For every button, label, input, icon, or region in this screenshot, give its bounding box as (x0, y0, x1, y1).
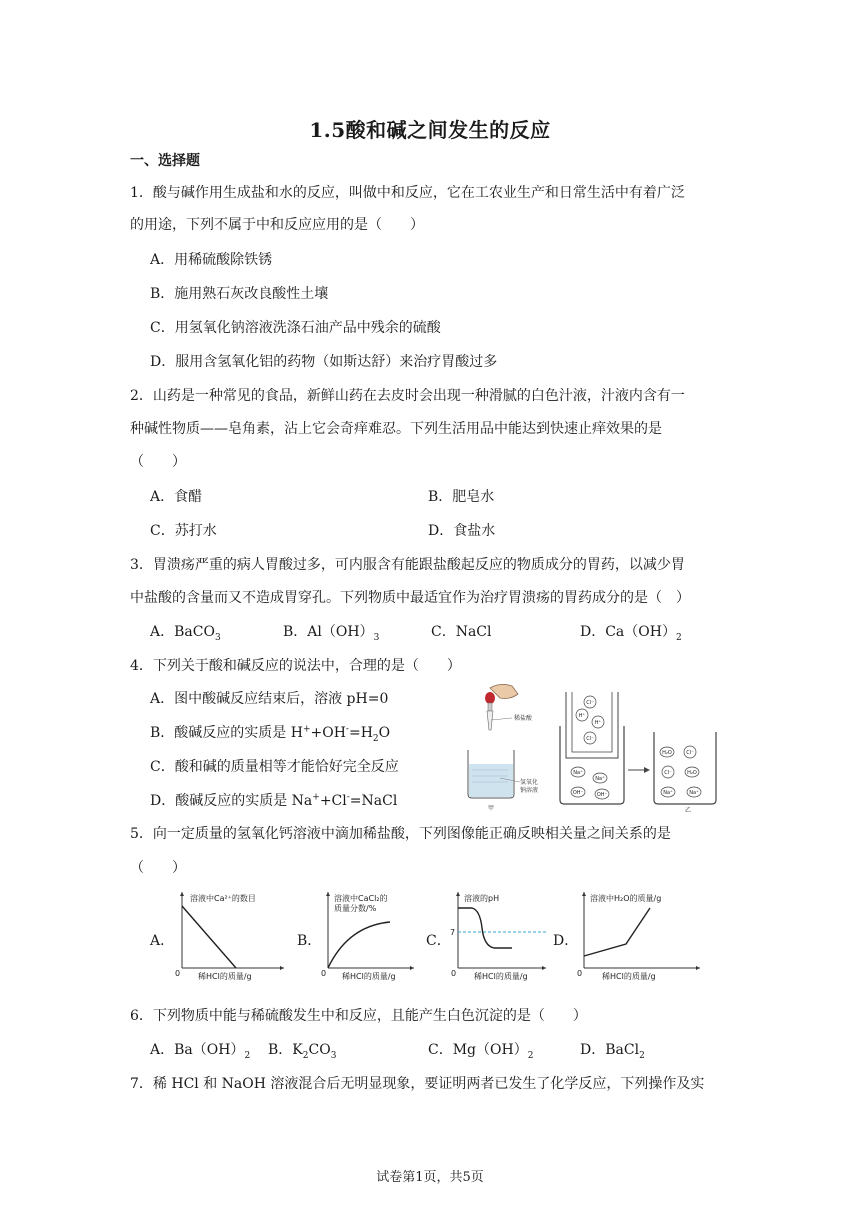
beaker-label-2: 钠溶液 (520, 787, 539, 794)
graph-d-ylabel: 溶液中H₂O的质量/g (590, 894, 662, 903)
ion-h2o-2: H₂O (687, 770, 697, 776)
ion-cl-2: Cl⁻ (586, 736, 594, 742)
graph-c-tick-7: 7 (450, 928, 456, 937)
ion-na-3: Na⁺ (663, 790, 673, 796)
q2-option-b: B．肥皂水 (428, 489, 495, 505)
ion-h2o-1: H₂O (662, 750, 672, 756)
graph-c-origin: 0 (451, 969, 457, 978)
q2-option-c: C．苏打水 (150, 523, 217, 539)
q3-option-b: B．$Al(OH)_3$ (283, 624, 380, 643)
graph-b-curve (328, 922, 390, 968)
ion-oh-2: OH⁻ (596, 792, 608, 798)
graph-c-ylabel: 溶液的pH (464, 894, 500, 903)
graph-b-origin: 0 (321, 969, 327, 978)
q7-stem-line1: 7．稀 HCl 和 NaOH 溶液混合后无明显现象，要证明两者已发生了化学反应，下列操作及实 (130, 1076, 705, 1092)
q2-option-a: A．食醋 (150, 489, 203, 505)
ion-na-4: Na⁺ (689, 790, 699, 796)
q6-option-a: A．$Ba(OH)_2$ (150, 1042, 251, 1061)
q5-stem-line1: 5．向一定质量的氢氧化钙溶液中滴加稀盐酸，下列图像能正确反映相关量之间关系的是 (130, 826, 671, 842)
q5-graph-a (172, 888, 288, 982)
q6-stem-line1: 6．下列物质中能与稀硫酸发生中和反应，且能产生白色沉淀的是（ ） (130, 1008, 587, 1024)
ion-na-2: Na⁺ (595, 776, 605, 782)
graph-a-line (182, 906, 236, 968)
section-heading: 一、选择题 (130, 153, 200, 169)
q4-option-b: B．酸碱反应的实质是 $H^++OH^-=H_2O$ (150, 724, 391, 744)
graph-d-xlabel: 稀HCl的质量/g (602, 972, 656, 981)
q5-stem-line2: （ ） (130, 860, 186, 876)
q5-option-d-label: D． (553, 933, 579, 949)
q3-option-c: C．NaCl (431, 624, 492, 640)
graph-a-origin: 0 (175, 969, 181, 978)
ion-oh-1: OH⁻ (572, 790, 584, 796)
ion-cl-4: Cl⁻ (664, 770, 672, 776)
figure-label-jia: 甲 (488, 805, 495, 812)
q4-figure (460, 682, 730, 814)
q2-stem-line1: 2．山药是一种常见的食品，新鲜山药在去皮时会出现一种滑腻的白色汁液，汁液内含有一 (130, 388, 685, 404)
graph-c-xlabel: 稀HCl的质量/g (474, 972, 528, 981)
figure-label-yi: 乙 (685, 807, 692, 814)
q6-option-b: B．$K_2CO_3$ (268, 1042, 337, 1061)
q6-option-c: C．$Mg(OH)_2$ (428, 1042, 534, 1061)
q4-option-d: D．酸碱反应的实质是 Na++Cl-=NaCl (150, 792, 398, 809)
graph-b-xlabel: 稀HCl的质量/g (342, 972, 396, 981)
q5-graph-d (574, 888, 704, 982)
q4-stem-line1: 4．下列关于酸和碱反应的说法中，合理的是（ ） (130, 658, 461, 674)
ion-cl-1: Cl⁻ (586, 700, 594, 706)
q1-stem-line1: 1．酸与碱作用生成盐和水的反应，叫做中和反应，它在工农业生产和日常生活中有着广泛 (130, 185, 685, 201)
ion-container-left (560, 692, 624, 804)
q5-option-b-label: B． (297, 933, 322, 949)
q2-option-d: D．食盐水 (428, 523, 496, 539)
page-footer: 试卷第1页，共5页 (376, 1170, 484, 1185)
q1-option-d: D．服用含氢氧化铝的药物（如斯达舒）来治疗胃酸过多 (150, 354, 498, 370)
dropper-label: 稀盐酸 (514, 715, 533, 722)
q5-graph-c (446, 888, 550, 982)
q1-stem-line2: 的用途，下列不属于中和反应应用的是（ ） (130, 217, 424, 233)
graph-b-ylabel-1: 溶液中CaCl₂的 (334, 894, 388, 903)
q1-option-b: B．施用熟石灰改良酸性土壤 (150, 286, 329, 302)
q4-option-a: A．图中酸碱反应结束后，溶液 pH=0 (150, 691, 389, 707)
q2-stem-line2: 种碱性物质——皂角素，沾上它会奇痒难忍。下列生活用品中能达到快速止痒效果的是 (130, 421, 662, 437)
arrow-right-icon (628, 767, 650, 773)
ion-cl-3: Cl⁻ (686, 750, 694, 756)
graph-a-xlabel: 稀HCl的质量/g (198, 972, 252, 981)
page-title: 1.5酸和碱之间发生的反应 (309, 118, 551, 142)
graph-b-ylabel-2: 质量分数/% (334, 904, 377, 913)
ion-h-2: H⁺ (594, 720, 602, 726)
graph-d-line (584, 908, 650, 956)
q3-stem-line2: 中盐酸的含量而又不造成胃穿孔。下列物质中最适宜作为治疗胃溃疡的胃药成分的是（ ） (130, 590, 690, 606)
q1-option-a: A．用稀硫酸除铁锈 (150, 252, 273, 268)
q5-option-a-label: A． (150, 933, 175, 949)
q3-option-a: A．BaCO$_3$ (150, 624, 221, 643)
q1-option-c: C．用氢氧化钠溶液洗涤石油产品中残余的硫酸 (150, 320, 441, 336)
q3-stem-line1: 3．胃溃疡严重的病人胃酸过多，可内服含有能跟盐酸起反应的物质成分的胃药，以减少胃 (130, 557, 685, 573)
graph-d-origin: 0 (577, 969, 583, 978)
dropper-icon (485, 684, 518, 730)
q4-option-c: C．酸和碱的质量相等才能恰好完全反应 (150, 759, 399, 775)
q2-stem-line3: （ ） (130, 454, 186, 470)
ion-h-1: H⁺ (578, 713, 586, 719)
graph-a-ylabel: 溶液中Ca²⁺的数目 (190, 894, 256, 903)
q5-graph-b (318, 888, 418, 982)
q5-option-c-label: C． (426, 933, 451, 949)
q3-option-d: D．$Ca(OH)_2$ (580, 624, 682, 643)
ion-na-1: Na⁺ (573, 770, 583, 776)
beaker-icon (468, 750, 520, 798)
q6-option-d: D．BaCl$_2$ (580, 1042, 645, 1061)
graph-c-curve (458, 908, 512, 948)
beaker-label-1: 氢氧化 (520, 779, 539, 786)
